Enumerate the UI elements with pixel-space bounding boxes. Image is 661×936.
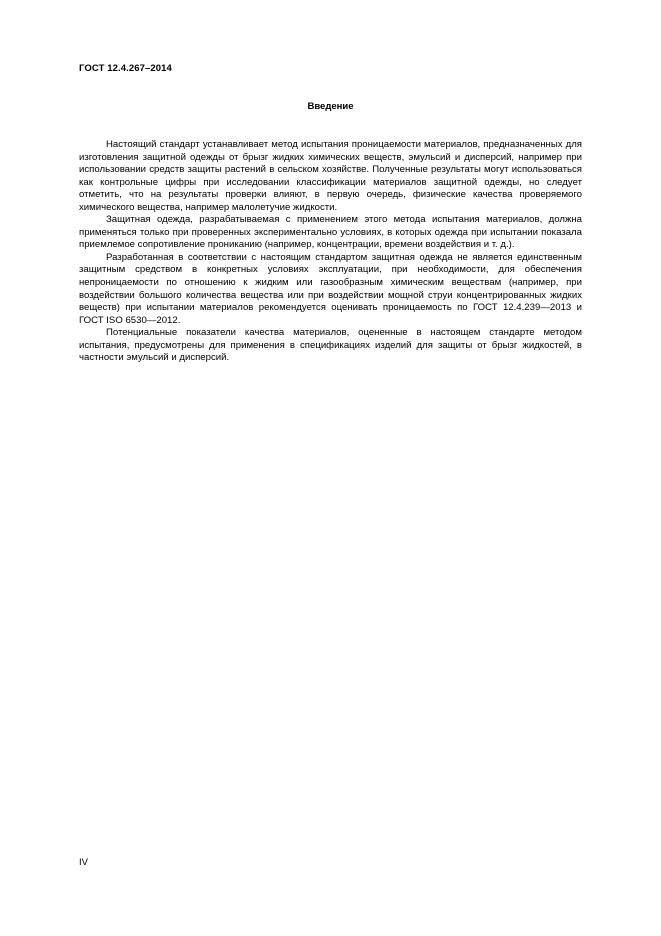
- paragraph-1: Настоящий стандарт устанавливает метод испытания проницаемости материалов, предназначенных для изготовления защитной одежды от брызг жидких химических веществ, эмульсий и дисперсий, например при использовании средств защиты растений в сельском хозяйстве. Полученные результаты могут использоваться как контрольные цифры при исследовании классификации материалов защитной одежды, но следует отметить, что на результаты проверки влияют, в первую очередь, физические качества проверяемого химического вещества, например малолетучие жидкости.: [79, 139, 582, 213]
- body-text: [79, 139, 582, 365]
- paragraph-4: Потенциальные показатели качества материалов, оцененные в настоящем стандарте методом испытания, предусмотрены для применения в спецификациях изделий для защиты от брызг жидкостей, в частности эмульсий и дисперсий.: [79, 327, 582, 364]
- section-title: Введение: [307, 101, 354, 112]
- page-number: IV: [79, 857, 88, 868]
- document-code-header: ГОСТ 12.4.267–2014: [79, 63, 172, 74]
- paragraph-3: Разработанная в соответствии с настоящим стандартом защитная одежда не является единственным защитным средством в конкретных условиях эксплуатации, при необходимости, для обеспечения непроницаемости по отношению к жидким или газообразным химическим веществам (например, при воздействии большого количества вещества или при воздействии мощной струи концентрированных жидких веществ) при испытании материалов рекомендуется оценивать проницаемость по ГОСТ 12.4.239—2013 и ГОСТ ISO 6530—2012.: [79, 251, 582, 326]
- paragraph-2: Защитная одежда, разрабатываемая с применением этого метода испытания материалов, должна применяться только при проверенных экспериментально условиях, в которых одежда при испытании показала приемлемое сопротивление прониканию (например, концентрации, времени воздействия и т. д.).: [79, 214, 582, 251]
